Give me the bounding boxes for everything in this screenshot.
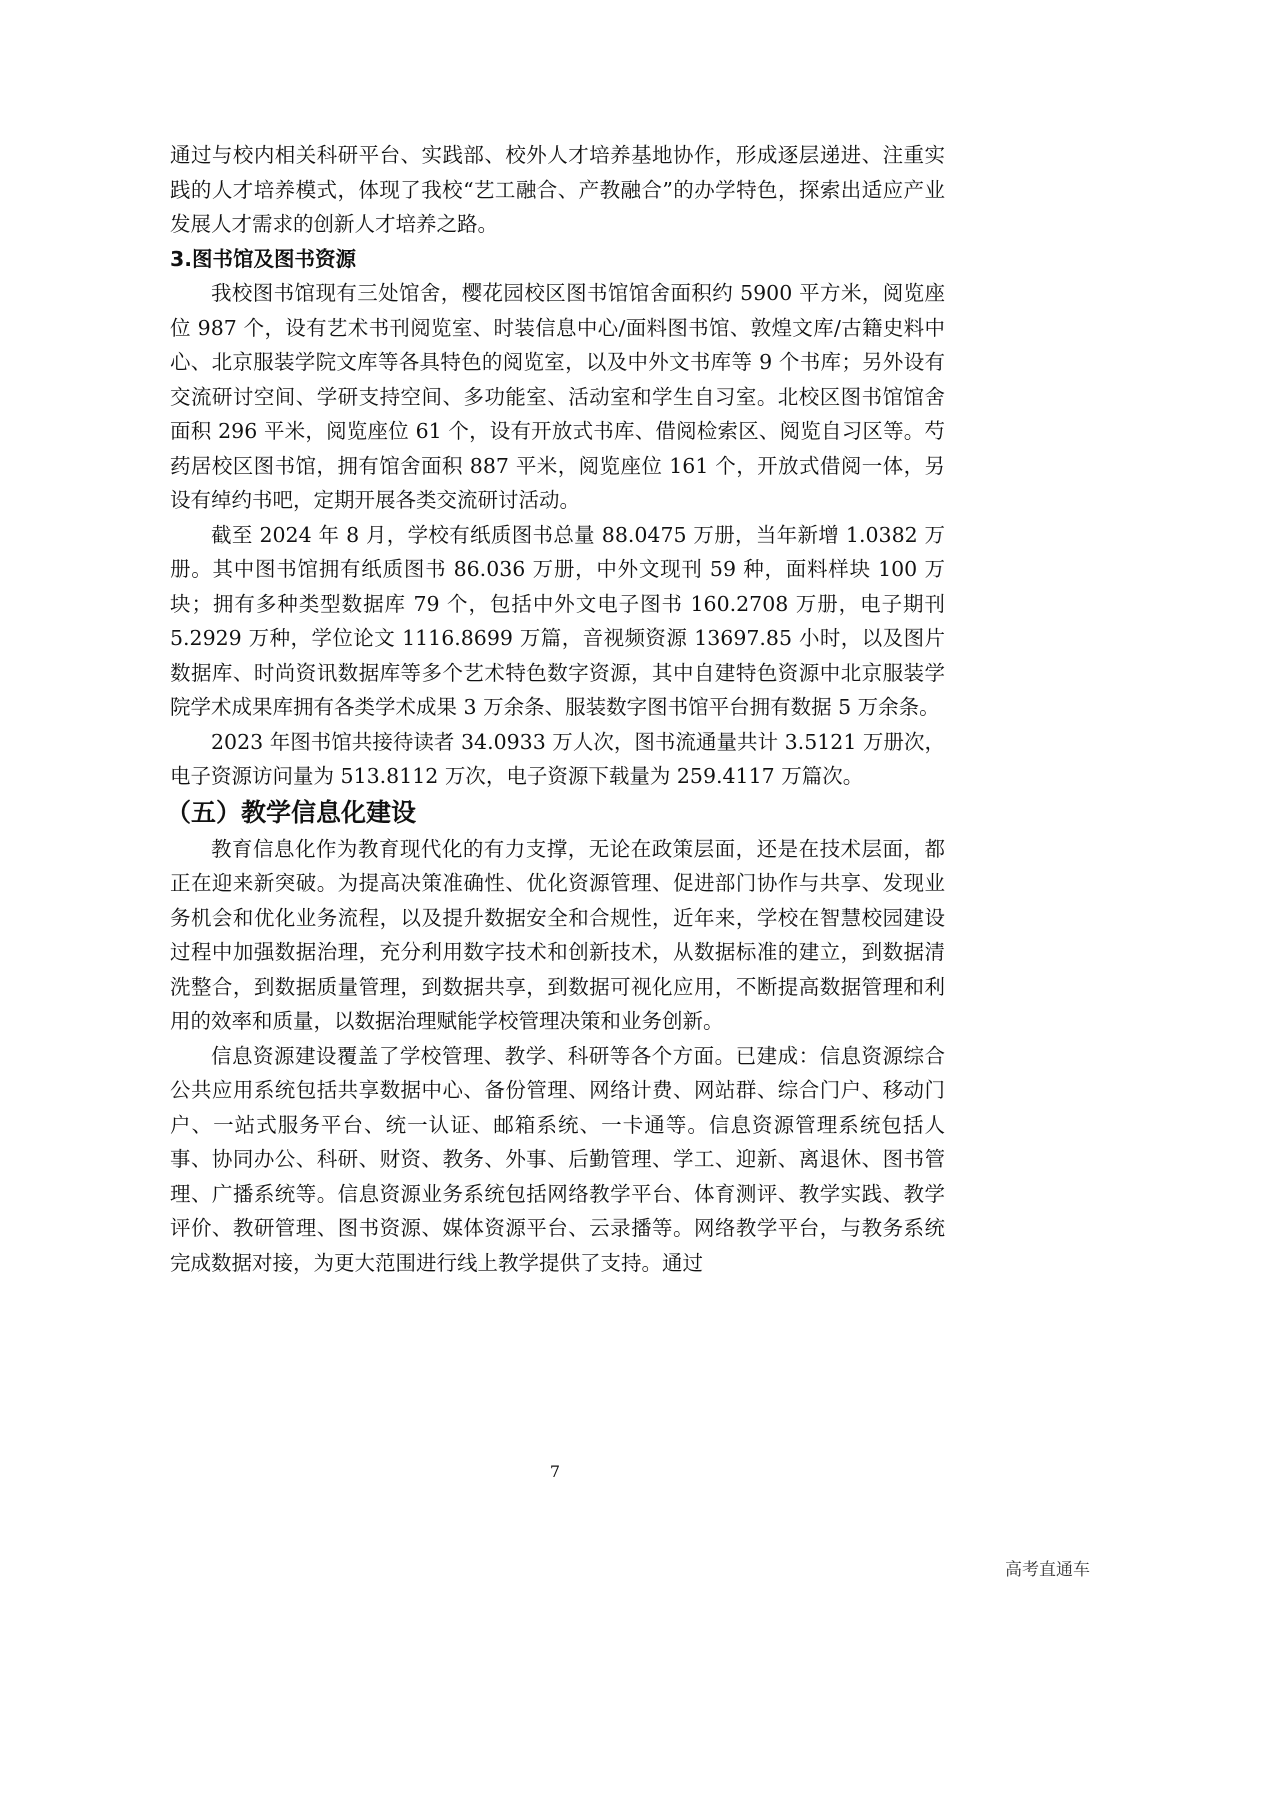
watermark-text: 高考直通车	[1005, 1560, 1090, 1580]
document-page	[166, 138, 945, 1280]
paragraph-library-usage: 2023 年图书馆共接待读者 34.0933 万人次，图书流通量共计 3.5121 万册次，电子资源访问量为 513.8112 万次，电子资源下载量为 259.4117 万篇次。	[170, 729, 945, 788]
page-number: 7	[549, 1462, 561, 1481]
section-heading-library: 3.图书馆及图书资源	[170, 246, 357, 271]
paragraph-data-governance: 教育信息化作为教育现代化的有力支撑，无论在政策层面，还是在技术层面，都正在迎来新突破。为提高决策准确性、优化资源管理、促进部门协作与共享、发现业务机会和优化业务流程，以及提升数据安全和合规性，近年来，学校在智慧校园建设过程中加强数据治理，充分利用数字技术和创新技术，从数据标准的建立，到数据清洗整合，到数据质量管理，到数据共享，到数据可视化应用，不断提高数据管理和利用的效率和质量，以数据治理赋能学校管理决策和业务创新。	[170, 836, 945, 1033]
section-heading-informatization: （五）教学信息化建设	[166, 797, 417, 827]
paragraph-continuation: 通过与校内相关科研平台、实践部、校外人才培养基地协作，形成逐层递进、注重实践的人才培养模式，体现了我校“艺工融合、产教融合”的办学特色，探索出适应产业发展人才需求的创新人才培养之路。	[170, 143, 945, 236]
paragraph-library-facilities: 我校图书馆现有三处馆舍，樱花园校区图书馆馆舍面积约 5900 平方米，阅览座位 987 个，设有艺术书刊阅览室、时装信息中心/面料图书馆、敦煌文库/古籍史料中心、北京服装学院文库等各具特色的阅览室，以及中外文书库等 9 个书库；另外设有交流研讨空间、学研支持空间、多功能室、活动室和学生自习室。北校区图书馆馆舍面积 296 平米，阅览座位 61 个，设有开放式书库、借阅检索区、阅览自习区等。芍药居校区图书馆，拥有馆舍面积 887 平米，阅览座位 161 个，开放式借阅一体，另设有绰约书吧，定期开展各类交流研讨活动。	[170, 281, 945, 512]
paragraph-information-resources: 信息资源建设覆盖了学校管理、教学、科研等各个方面。已建成：信息资源综合公共应用系统包括共享数据中心、备份管理、网络计费、网站群、综合门户、移动门户、一站式服务平台、统一认证、邮箱系统、一卡通等。信息资源管理系统包括人事、协同办公、科研、财资、教务、外事、后勤管理、学工、迎新、离退休、图书管理、广播系统等。信息资源业务系统包括网络教学平台、体育测评、教学实践、教学评价、教研管理、图书资源、媒体资源平台、云录播等。网络教学平台，与教务系统完成数据对接，为更大范围进行线上教学提供了支持。通过	[170, 1043, 945, 1275]
paragraph-library-collections: 截至 2024 年 8 月，学校有纸质图书总量 88.0475 万册，当年新增 1.0382 万册。其中图书馆拥有纸质图书 86.036 万册，中外文现刊 59 种，面料样块 100 万块；拥有多种类型数据库 79 个，包括中外文电子图书 160.2708 万册，电子期刊 5.2929 万种，学位论文 1116.8699 万篇，音视频资源 13697.85 小时，以及图片数据库、时尚资讯数据库等多个艺术特色数字资源，其中自建特色资源中北京服装学院学术成果库拥有各类学术成果 3 万余条、服装数字图书馆平台拥有数据 5 万余条。	[170, 522, 945, 719]
